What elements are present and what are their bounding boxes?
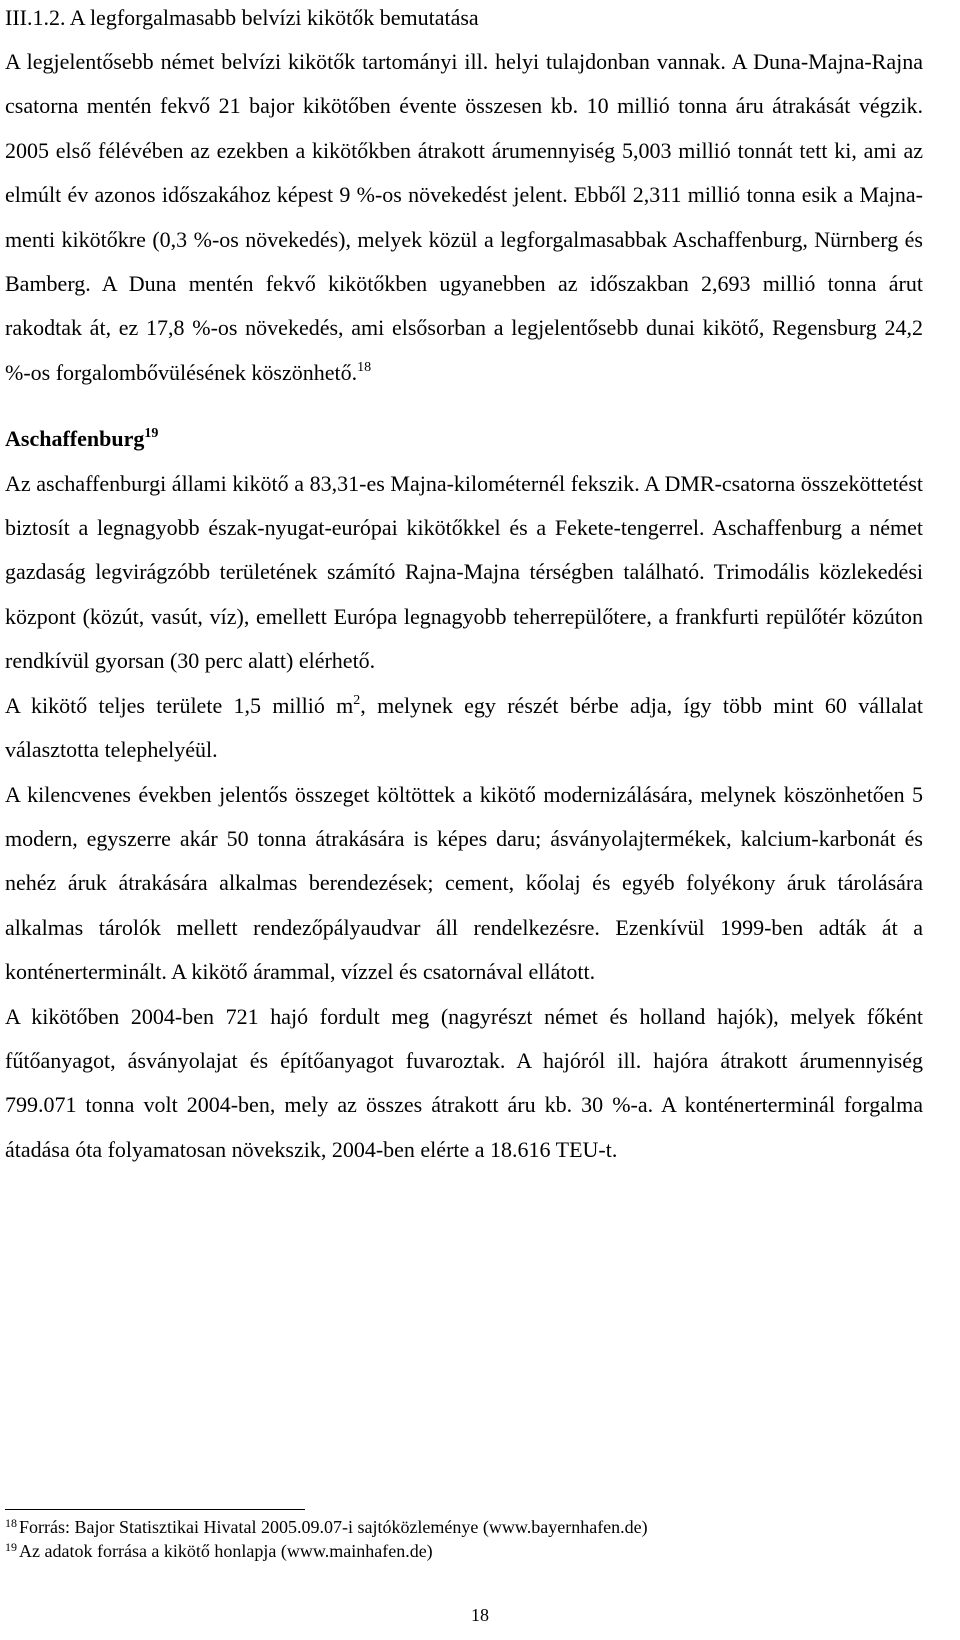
- footnote-text: Az adatok forrása a kikötő honlapja (www.mainhafen.de): [19, 1541, 433, 1561]
- main-content: [5, 0, 923, 1172]
- page-number: 18: [471, 1605, 489, 1625]
- footnote-text: Forrás: Bajor Statisztikai Hivatal 2005.09.07-i sajtóközleménye (www.bayernhafen.de): [19, 1517, 648, 1537]
- intro-paragraph-text: A legjelentősebb német belvízi kikötők tartományi ill. helyi tulajdonban vannak. A Duna-Majna-Rajna csatorna mentén fekvő 21 bajor kikötőben évente összesen kb. 10 millió tonna áru átrakását végzik. 2005 első félévében az ezekben a kikötőkben átrakott árumennyiség 5,003 millió tonnát tett ki, ami az elmúlt év azonos időszakához képest 9 %-os növekedést jelent. Ebből 2,311 millió tonna esik a Majna-menti kikötőkre (0,3 %-os növekedés), melyek közül a legforgalmasabbak Aschaffenburg, Nürnberg és Bamberg. A Duna mentén fekvő kikötőkben ugyanebben az időszakban 2,693 millió tonna árut rakodtak át, ez 17,8 %-os növekedés, ami elsősorban a legjelentősebb dunai kikötő, Regensburg 24,2 %-os forgalombővülésének köszönhető.: [5, 49, 923, 385]
- paragraph-area-text-1: A kikötő teljes területe 1,5 millió m: [5, 692, 354, 718]
- footnote-ref-19[interactable]: 19: [144, 426, 159, 442]
- footnote-divider: [5, 1509, 305, 1510]
- paragraph-location: Az aschaffenburgi állami kikötő a 83,31-es Majna-kilométernél fekszik. A DMR-csatorna összeköttetést biztosít a legnagyobb észak-nyugat-európai kikötőkkel és a Fekete-tengerrel. Aschaffenburg a német gazdaság legvirágzóbb területének számító Rajna-Majna térségben található. Trimodális közlekedési központ (közút, vasút, víz), emellett Európa legnagyobb teherrepülőtere, a frankfurti repülőtér közúton rendkívül gyorsan (30 perc alatt) elérhető.: [5, 470, 923, 674]
- footnote-number: 19: [5, 1540, 17, 1554]
- paragraph-modernization: A kilencvenes években jelentős összeget költöttek a kikötő modernizálására, melynek köszönhetően 5 modern, egyszerre akár 50 tonna átrakására is képes daru; ásványolajtermékek, kalcium-karbonát és nehéz áruk átrakására alkalmas berendezések; cement, kőolaj és egyéb folyékony áruk tárolására alkalmas tárolók mellett rendezőpályaudvar áll rendelkezésre. Ezenkívül 1999-ben adták át a konténerterminált. A kikötő árammal, vízzel és csatornával ellátott.: [5, 781, 923, 985]
- subsection-title: Aschaffenburg: [5, 426, 145, 452]
- footnote-19: [5, 1539, 923, 1563]
- superscript-square: 2: [353, 692, 361, 708]
- footnote-number: 18: [5, 1516, 17, 1530]
- paragraph-traffic: A kikötőben 2004-ben 721 hajó fordult meg (nagyrészt német és holland hajók), melyek főként fűtőanyagot, ásványolajat és építőanyagot fuvaroztak. A hajóról ill. hajóra átrakott árumennyiség 799.071 tonna volt 2004-ben, mely az összes átrakott áru kb. 30 %-a. A konténerterminál forgalma átadása óta folyamatosan növekszik, 2004-ben elérte a 18.616 TEU-t.: [5, 1003, 923, 1162]
- footnotes: [5, 1515, 923, 1563]
- footnote-18: [5, 1515, 923, 1539]
- section-heading: III.1.2. A legforgalmasabb belvízi kikötők bemutatása: [5, 5, 479, 30]
- subsection-heading-aschaffenburg: [5, 417, 923, 461]
- paragraph-area-text-2: , melynek egy részét bérbe adja, így több mint 60 vállalat választotta telephelyéül.: [5, 692, 923, 763]
- intro-paragraph: [5, 40, 923, 395]
- footnote-ref-18[interactable]: 18: [357, 359, 372, 375]
- paragraph-area: [5, 684, 923, 773]
